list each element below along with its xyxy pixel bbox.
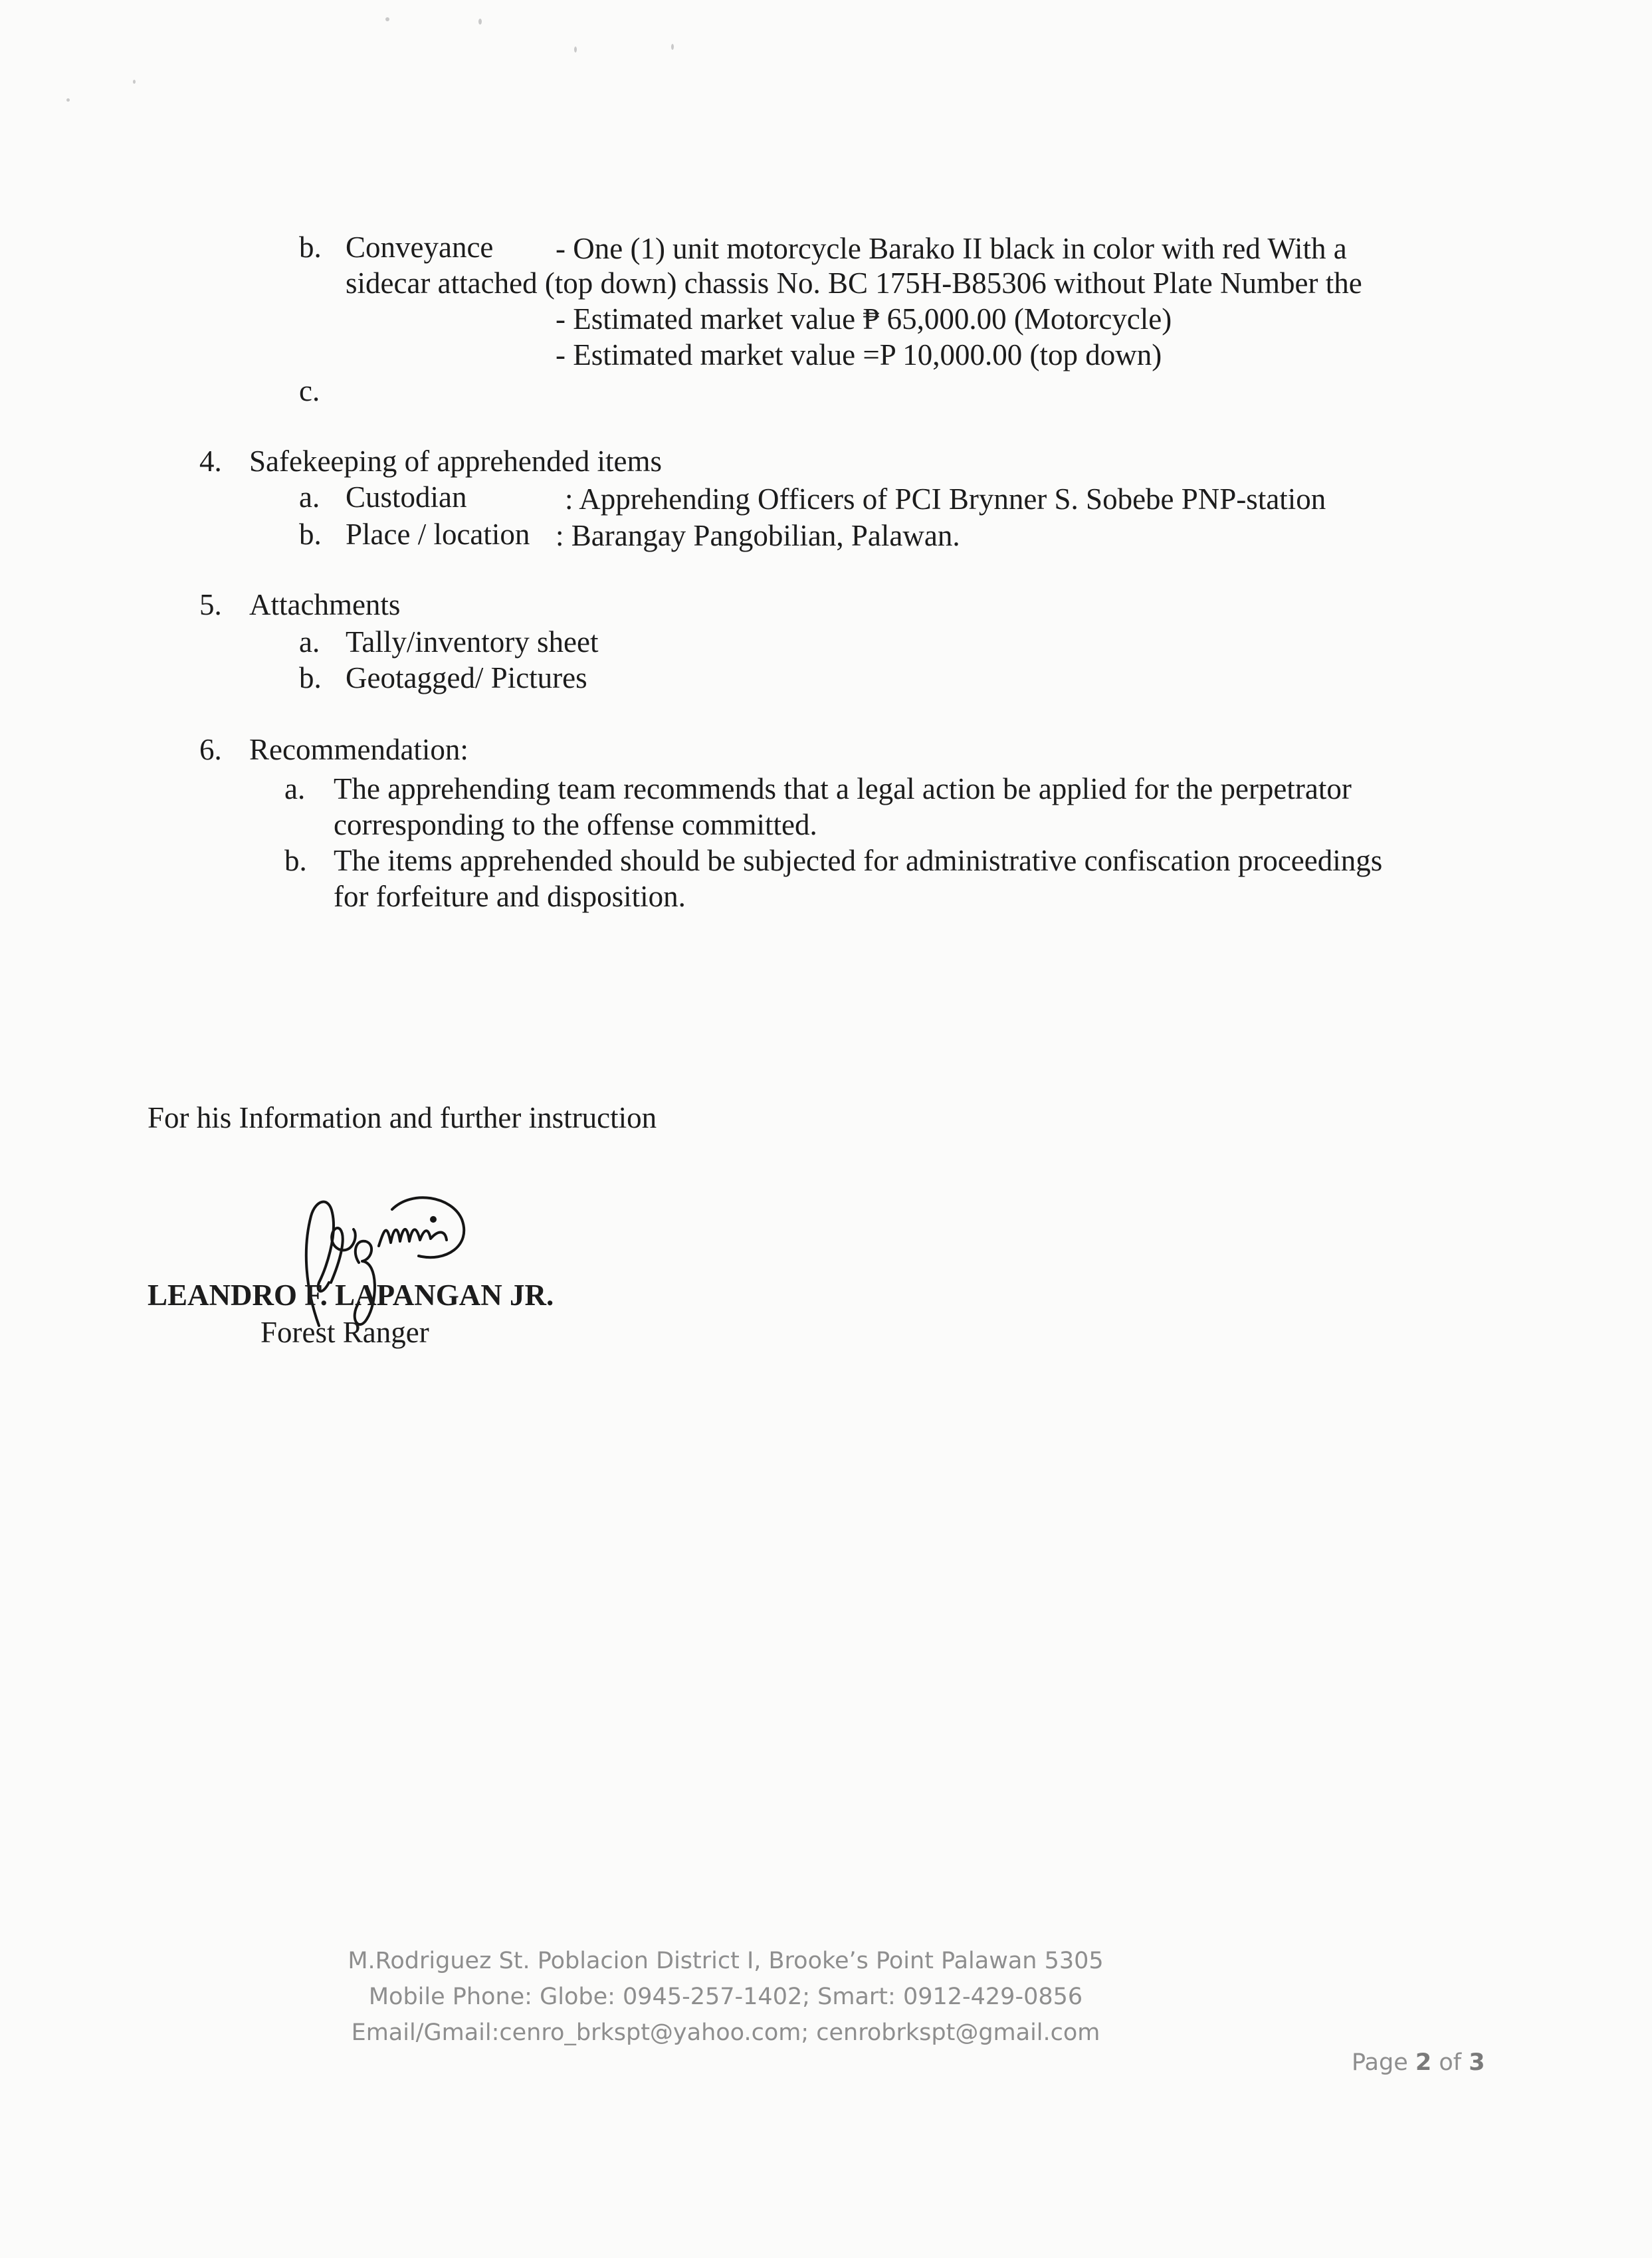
section5-number: 5.: [199, 588, 222, 621]
conveyance-line2: sidecar attached (top down) chassis No. BC 175H-B85306 without Plate Number the: [346, 266, 1362, 300]
section5-item-text: Tally/inventory sheet: [346, 625, 599, 659]
conveyance-line1: - One (1) unit motorcycle Barako II black in color with red With a: [556, 232, 1347, 265]
footer-phone: Mobile Phone: Globe: 0945-257-1402; Smart: 0912-429-0856: [368, 1984, 1083, 2010]
scan-speck: [478, 19, 482, 25]
section6-title: Recommendation:: [249, 733, 468, 766]
page-number-total: 3: [1469, 2049, 1485, 2076]
scan-speck: [66, 98, 70, 102]
page-number: [1352, 2049, 1485, 2076]
scan-speck: [671, 44, 674, 50]
signatory-title: Forest Ranger: [260, 1316, 429, 1349]
conveyance-value-motorcycle: - Estimated market value ₱ 65,000.00 (Motorcycle): [556, 302, 1172, 336]
section6-item-line2: for forfeiture and disposition.: [334, 880, 686, 913]
conveyance-label: Conveyance: [346, 231, 494, 264]
section5-item-letter: a.: [299, 625, 320, 659]
section5-item-text: Geotagged/ Pictures: [346, 661, 587, 694]
scan-speck: [574, 47, 577, 52]
section4-custodian-value: : Apprehending Officers of PCI Brynner S. Sobebe PNP-station: [565, 482, 1326, 516]
page-number-current: 2: [1415, 2049, 1432, 2076]
section4-location-label: Place / location: [346, 518, 530, 551]
scan-speck: [133, 80, 136, 84]
section6-number: 6.: [199, 733, 222, 766]
section5-title: Attachments: [249, 588, 401, 621]
signatory-name: LEANDRO F. LAPANGAN JR.: [148, 1279, 554, 1312]
section5-item-letter: b.: [299, 661, 322, 694]
section6-item-letter: a.: [284, 772, 306, 805]
page-number-prefix: Page: [1352, 2049, 1408, 2076]
section4-custodian-label: Custodian: [346, 480, 467, 514]
section6-item-letter: b.: [284, 844, 307, 877]
section4-title: Safekeeping of apprehended items: [249, 445, 663, 478]
conveyance-value-topdown: - Estimated market value =P 10,000.00 (top down): [556, 338, 1162, 371]
scan-speck: [385, 17, 389, 21]
section4-custodian-letter: a.: [299, 480, 320, 514]
section6-item-line1: The items apprehended should be subjected for administrative confiscation proceedings: [334, 844, 1383, 877]
section4-location-value: : Barangay Pangobilian, Palawan.: [556, 519, 960, 552]
section4-location-letter: b.: [299, 518, 322, 551]
section6-item-line2: corresponding to the offense committed.: [334, 808, 817, 841]
closing-line: For his Information and further instruction: [148, 1101, 657, 1134]
conveyance-letter: b.: [299, 231, 322, 264]
page-number-of: of: [1439, 2049, 1462, 2076]
section4-number: 4.: [199, 445, 222, 478]
conveyance-next-letter: c.: [299, 374, 320, 407]
section6-item-line1: The apprehending team recommends that a legal action be applied for the perpetrator: [334, 772, 1352, 805]
footer-email: Email/Gmail:cenro_brkspt@yahoo.com; cenrobrkspt@gmail.com: [351, 2019, 1100, 2046]
footer-address: M.Rodriguez St. Poblacion District I, Brooke’s Point Palawan 5305: [348, 1948, 1104, 1974]
